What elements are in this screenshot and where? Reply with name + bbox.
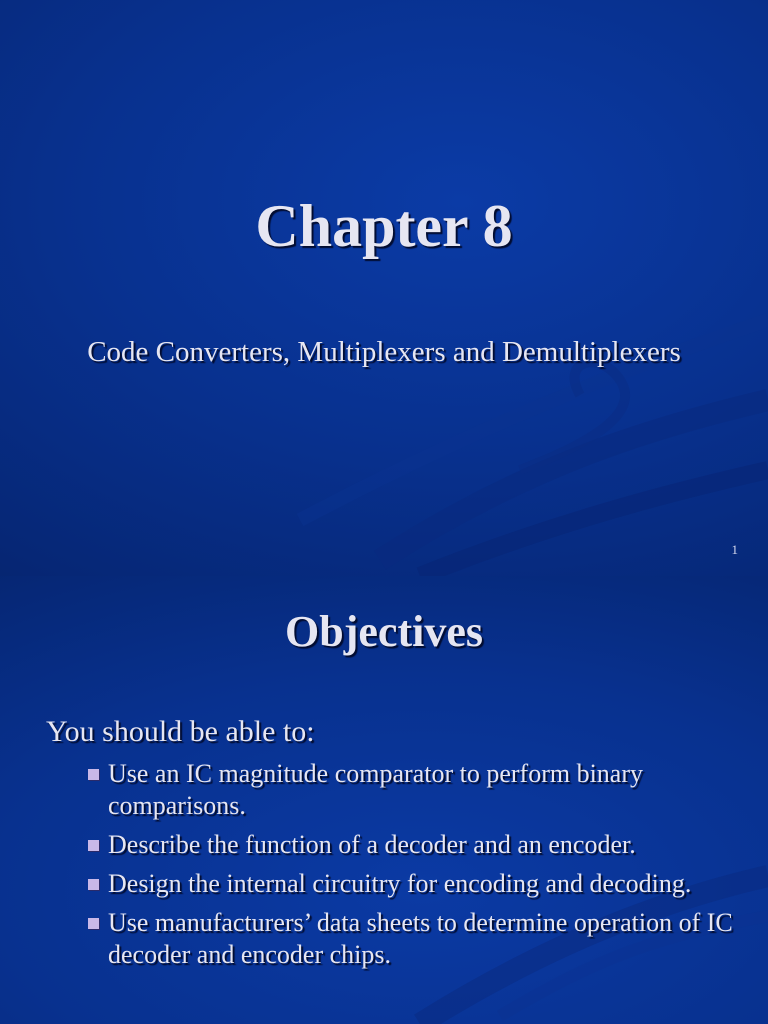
square-bullet-icon (88, 918, 99, 929)
slide-title: Chapter 8 (255, 193, 513, 259)
objectives-list (86, 758, 736, 978)
square-bullet-icon (88, 840, 99, 851)
list-item (86, 829, 736, 861)
bullet-text: Use manufacturers’ data sheets to determine operation of IC decoder and encoder chips. (108, 908, 733, 969)
square-bullet-icon (88, 879, 99, 890)
list-item (86, 907, 736, 971)
slide-title: Objectives (285, 607, 483, 656)
bullet-text: Describe the function of a decoder and an encoder. (108, 830, 636, 859)
square-bullet-icon (88, 769, 99, 780)
list-item (86, 758, 736, 822)
slide-subtitle: Code Converters, Multiplexers and Demultiplexers (87, 336, 681, 368)
list-item (86, 868, 736, 900)
objectives-intro: You should be able to: (46, 715, 315, 748)
bullet-text: Use an IC magnitude comparator to perform binary comparisons. (108, 759, 643, 820)
page-number: 1 (731, 542, 738, 557)
bullet-text: Design the internal circuitry for encoding and decoding. (108, 869, 692, 898)
